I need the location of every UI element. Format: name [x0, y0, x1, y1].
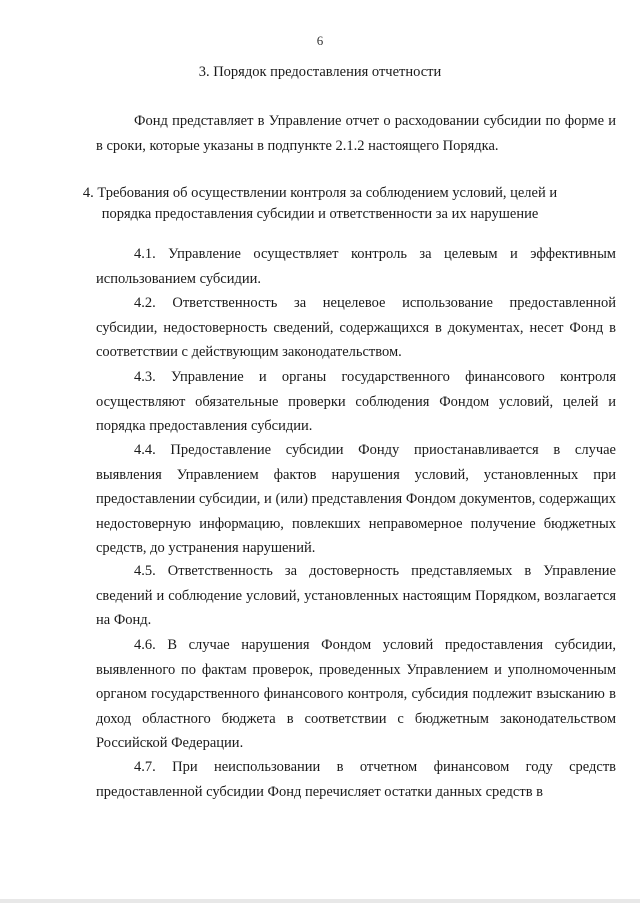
section-3-title: 3. Порядок предоставления отчетности	[198, 64, 442, 80]
section-4-title-line2: порядка предоставления субсидии и ответственности за их нарушение	[101, 206, 539, 222]
clause-4-6: 4.6. В случае нарушения Фондом условий предоставления субсидии, выявленного по фактам проверок, проведенных Управлением и уполномоченным органом государственного финансового контроля, субсидия подлежит взысканию в доход областного бюджета в соответствии с бюджетным законодательством Российской Федерации.	[96, 637, 616, 751]
section-3-paragraph: Фонд представляет в Управление отчет о расходовании субсидии по форме и в сроки, которые указаны в подпункте 2.1.2 настоящего Порядка.	[96, 113, 616, 154]
page-bottom-edge	[0, 899, 640, 903]
clause-4-7: 4.7. При неиспользовании в отчетном финансовом году средств предоставленной субсидии Фонд перечисляет остатки данных средств в	[96, 759, 616, 800]
clause-4-5: 4.5. Ответственность за достоверность представляемых в Управление сведений и соблюдение условий, установленных настоящим Порядком, возлагается на Фонд.	[96, 563, 616, 628]
clause-4-4: 4.4. Предоставление субсидии Фонду приостанавливается в случае выявления Управлением фактов нарушения условий, установленных при предоставлении субсидии, и (или) представления Фондом документов, содержащих недостоверную информацию, повлекших неправомерное получение бюджетных средств, до устранения нарушений.	[96, 442, 616, 556]
clause-4-2: 4.2. Ответственность за нецелевое использование предоставленной субсидии, недостоверность сведений, содержащихся в документах, несет Фонд в соответствии с действующим законодательством.	[96, 295, 616, 360]
clause-4-3: 4.3. Управление и органы государственного финансового контроля осуществляют обязательные проверки соблюдения Фондом условий, целей и порядка предоставления субсидии.	[96, 369, 616, 434]
page-number: 6	[316, 33, 324, 48]
clause-4-1: 4.1. Управление осуществляет контроль за целевым и эффективным использованием субсидии.	[96, 246, 616, 287]
section-4-title-line1: 4. Требования об осуществлении контроля за соблюдением условий, целей и	[82, 185, 558, 201]
